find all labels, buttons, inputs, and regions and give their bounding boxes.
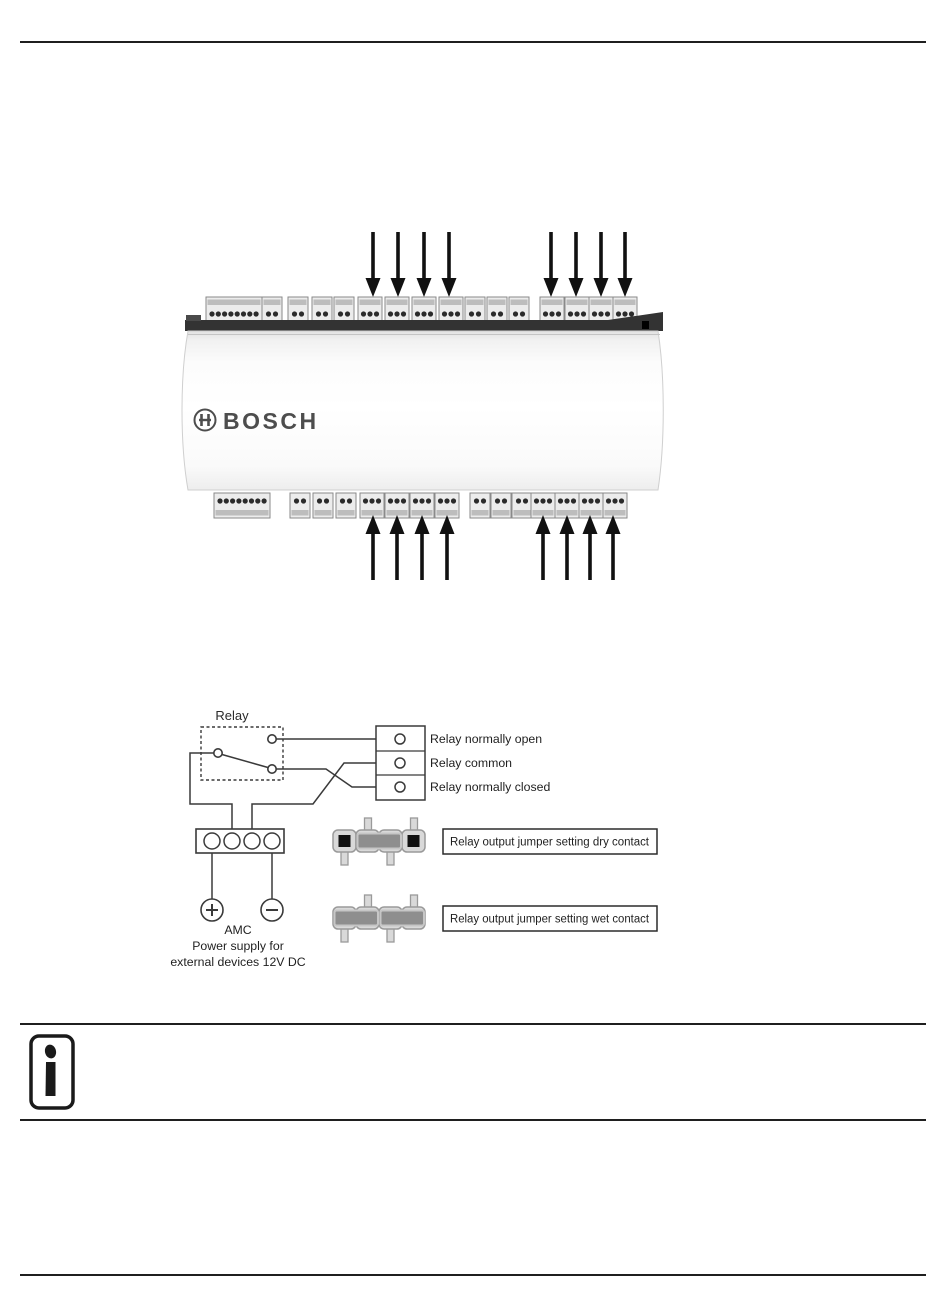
wet-contact-label-box [443, 906, 657, 931]
arrow-up-icon [560, 515, 575, 580]
power-negative-terminal [261, 899, 283, 921]
notice-top-rule [20, 1023, 926, 1025]
power-caption-line: Power supply for [192, 939, 284, 953]
top-arrows-group [366, 232, 633, 297]
power-positive-terminal [201, 899, 223, 921]
relay-terminal-label: Relay common [430, 756, 513, 770]
arrow-down-icon [594, 232, 609, 297]
footer-rule [20, 1274, 926, 1276]
relay-terminal-block [376, 726, 425, 800]
arrow-down-icon [618, 232, 633, 297]
relay-box-label: Relay [215, 708, 249, 723]
bottom-arrows-group [366, 515, 621, 580]
relay-wiring-figure [130, 690, 690, 990]
dry-contact-label-box [443, 829, 657, 854]
relay-switch [214, 735, 276, 773]
wire-relay-coil [190, 753, 232, 829]
arrow-up-icon [366, 515, 381, 580]
power-terminal-block [196, 829, 284, 853]
power-caption-line: external devices 12V DC [170, 955, 306, 969]
header-rule [20, 41, 926, 43]
terminal-strip-bottom [214, 493, 627, 518]
jumper-setting-label: Relay output jumper setting dry contact [450, 836, 650, 849]
bosch-wordmark: BOSCH [223, 408, 319, 434]
arrow-up-icon [606, 515, 621, 580]
arrow-down-icon [366, 232, 381, 297]
arrow-up-icon [415, 515, 430, 580]
arrow-down-icon [417, 232, 432, 297]
wet-contact-jumper-icon [333, 895, 425, 942]
arrow-down-icon [569, 232, 584, 297]
relay-terminal-label: Relay normally open [430, 732, 543, 746]
arrow-down-icon [544, 232, 559, 297]
arrow-up-icon [536, 515, 551, 580]
info-icon [29, 1034, 75, 1110]
arrow-up-icon [583, 515, 598, 580]
device-top-edge [185, 320, 663, 331]
terminal-strip-top [206, 297, 637, 322]
arrow-up-icon [440, 515, 455, 580]
power-caption-line: AMC [224, 923, 252, 937]
notice-bottom-rule [20, 1119, 926, 1121]
dry-contact-jumper-icon [333, 818, 425, 865]
arrow-down-icon [442, 232, 457, 297]
relay-terminal-label: Relay normally closed [430, 780, 551, 794]
jumper-setting-label: Relay output jumper setting wet contact [450, 913, 650, 926]
device-figure [172, 218, 692, 588]
arrow-up-icon [390, 515, 405, 580]
arrow-down-icon [391, 232, 406, 297]
